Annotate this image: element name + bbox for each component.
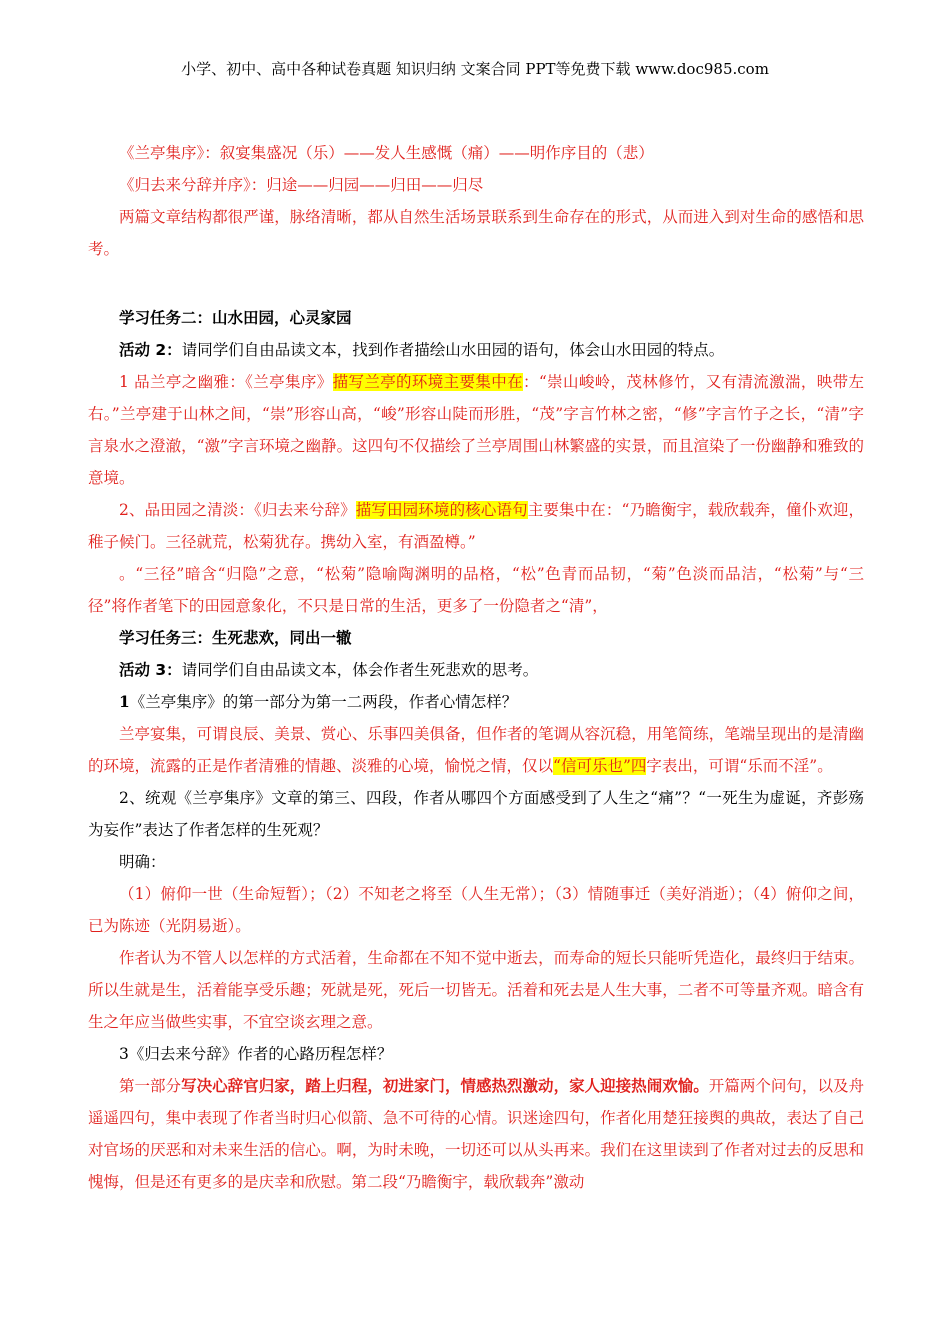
task2-activity: [88, 334, 864, 366]
answer-3: [88, 1070, 864, 1198]
question-3: 3《归去来兮辞》作者的心路历程怎样？: [119, 1045, 393, 1063]
task3-activity: [88, 654, 864, 686]
answer-1-highlight: “信可乐也”四: [553, 757, 647, 775]
item1-pre: 1 品兰亭之幽雅：《兰亭集序》: [119, 373, 333, 391]
section-gap: [88, 265, 864, 302]
activity-text: 请同学们自由品读文本，体会作者生死悲欢的思考。: [181, 661, 539, 679]
activity-label: 活动 3：: [119, 661, 182, 679]
mingque-label: 明确：: [119, 853, 166, 871]
question-1: [88, 686, 864, 718]
question-1-text: 《兰亭集序》的第一部分为第一二两段，作者心情怎样？: [129, 693, 518, 711]
answer-1-post: 字表出，可谓“乐而不淫”。: [646, 757, 833, 775]
question-1-number: 1: [119, 692, 130, 711]
answer-3-pre: 第一部分: [119, 1077, 182, 1095]
item2-post: 主要集中在：“乃瞻衡宇，载欣载奔，僮仆欢迎，稚子候门。三径就荒，松菊犹存。携幼入室，有酒盈樽。”: [88, 501, 864, 551]
task2-item-2: [88, 494, 864, 558]
task2-item-1: [88, 366, 864, 494]
task2-title: 学习任务二：山水田园，心灵家园: [119, 309, 352, 327]
item1-highlight: 描写兰亭的环境主要集中在: [332, 373, 523, 391]
summary-paragraph: 两篇文章结构都很严谨，脉络清晰，都从自然生活场景联系到生命存在的形式，从而进入到对生命的感悟和思考。: [88, 208, 864, 258]
summary-line-2: 《归去来兮辞并序》：归途——归园——归田——归尽: [119, 176, 484, 194]
page-header: 小学、初中、高中各种试卷真题 知识归纳 文案合同 PPT等免费下载 www.doc985.com: [181, 60, 769, 78]
answer-2-list: （1）俯仰一世（生命短暂）；（2）不知老之将至（人生无常）；（3）情随事迁（美好消逝）；（4）俯仰之间，已为陈迹（光阴易逝）。: [88, 885, 864, 935]
answer-3-post: 开篇两个问句，以及舟遥遥四句，集中表现了作者当时归心似箭、急不可待的心情。识迷途四句，作者化用楚狂接舆的典故，表达了自己对官场的厌恶和对未来生活的信心。啊，为时未晚，一切还可以从头再来。我们在这里读到了作者对过去的反思和愧悔，但是还有更多的是庆幸和欣慰。第二段“乃瞻衡宇，载欣载奔”激动: [88, 1077, 864, 1191]
item2-pre: 2、品田园之清淡：《归去来兮辞》: [119, 501, 356, 519]
activity-text: 请同学们自由品读文本，找到作者描绘山水田园的语句，体会山水田园的特点。: [181, 341, 725, 359]
task3-title: 学习任务三：生死悲欢，同出一辙: [119, 629, 352, 647]
question-2: 2、统观《兰亭集序》文章的第三、四段，作者从哪四个方面感受到了人生之“痛”？“一死生为虚诞，齐彭殇为妄作”表达了作者怎样的生死观？: [88, 789, 864, 839]
answer-3-bold: 写决心辞官归家，踏上归程，初进家门，情感热烈激动，家人迎接热闹欢愉。: [181, 1077, 709, 1095]
task2-item-3: 。“三径”暗含“归隐”之意，“松菊”隐喻陶渊明的品格，“松”色青而品韧，“菊”色淡而品洁，“松菊”与“三径”将作者笔下的田园意象化，不只是日常的生活，更多了一份隐者之“清”，: [88, 565, 864, 615]
document-body: [88, 137, 864, 1198]
summary-line-1: 《兰亭集序》：叙宴集盛况（乐）——发人生感慨（痛）——明作序目的（悲）: [119, 144, 654, 162]
item1-post: ：“崇山峻岭，茂林修竹，又有清流激湍，映带左右。”兰亭建于山林之间，“崇”形容山高，“峻”形容山陡而形胜，“茂”字言竹林之密，“修”字言竹子之长，“清”字言泉水之澄澈，“激”字言环境之幽静。这四句不仅描绘了兰亭周围山林繁盛的实景，而且渲染了一份幽静和雅致的意境。: [88, 373, 864, 487]
answer-2-paragraph: 作者认为不管人以怎样的方式活着，生命都在不知不觉中逝去，而寿命的短长只能听凭造化，最终归于结束。所以生就是生，活着能享受乐趣；死就是死，死后一切皆无。活着和死去是人生大事，二者不可等量齐观。暗含有生之年应当做些实事，不宜空谈玄理之意。: [88, 949, 864, 1031]
answer-1-pre: 兰亭宴集，可谓良辰、美景、赏心、乐事四美俱备，但作者的笔调从容沉稳，用笔简练，笔端呈现出的是清幽的环境，流露的正是作者清雅的情趣、淡雅的心境，愉悦之情，仅以: [88, 725, 864, 775]
activity-label: 活动 2：: [119, 341, 182, 359]
item2-highlight: 描写田园环境的核心语句: [355, 501, 528, 519]
answer-1: [88, 718, 864, 782]
